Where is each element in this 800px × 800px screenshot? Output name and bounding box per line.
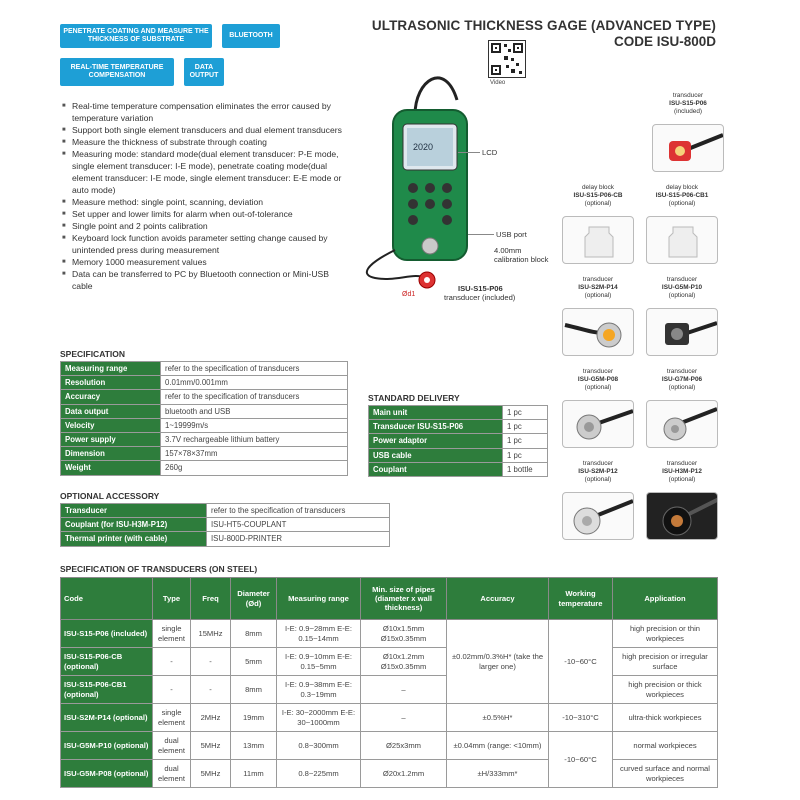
cell-freq: 15MHz <box>191 620 231 648</box>
transducer-card <box>646 368 718 392</box>
cell-code: ISU-G5M-P08 (optional) <box>61 760 153 788</box>
spec-value: refer to the specification of transducers <box>161 390 348 404</box>
cell-application: high precision or thick workpieces <box>613 676 718 704</box>
cell-pipe: – <box>361 676 447 704</box>
card-code: ISU-S2M-P12 <box>578 468 618 475</box>
card-code: ISU-S15-P06-CB1 <box>655 192 709 199</box>
cell-code: ISU-S2M-P14 (optional) <box>61 704 153 732</box>
transducer-photo-s2m-p14 <box>562 308 634 356</box>
accessory-item: Thermal printer (with cable) <box>61 532 207 546</box>
card-note: (optional) <box>584 384 612 391</box>
table-row <box>369 420 548 434</box>
cell-type: - <box>153 648 191 676</box>
column-header: Min. size of pipes (diameter x wall thickness) <box>361 578 447 620</box>
transducer-photo-g7m-p06 <box>646 400 718 448</box>
delivery-item: Transducer ISU-S15-P06 <box>369 420 503 434</box>
feature-item: ■ Memory 1000 measurement values <box>62 256 342 268</box>
column-header: Diameter (Ød) <box>231 578 277 620</box>
column-header: Measuring range <box>277 578 361 620</box>
table-row <box>61 732 718 760</box>
transducer-photo-g5m-p08 <box>562 400 634 448</box>
transducer-spec-table <box>60 577 718 788</box>
qr-video-label: Video <box>490 80 506 86</box>
product-code: CODE ISU-800D <box>613 34 716 49</box>
table-row <box>61 376 348 390</box>
cell-range: I-E: 0.9~10mm E-E: 0.15~5mm <box>277 648 361 676</box>
spec-key: Accuracy <box>61 390 161 404</box>
spec-value: 0.01mm/0.001mm <box>161 376 348 390</box>
table-row <box>61 504 390 518</box>
card-code: ISU-S15-P06 <box>669 100 707 107</box>
feature-item: ■ Keyboard lock function avoids parameter setting change caused by unintended press during measurement <box>62 232 342 256</box>
cell-diameter: 11mm <box>231 760 277 788</box>
cell-temperature: -10~60°C <box>549 620 613 704</box>
cell-range: I-E: 30~2000mm E-E: 30~1000mm <box>277 704 361 732</box>
cell-pipe: Ø10x1.5mm Ø15x0.35mm <box>361 620 447 648</box>
device-screen-value: 2020 <box>413 142 434 152</box>
transducer-card <box>562 460 634 484</box>
cell-application: high precision or thin workpieces <box>613 620 718 648</box>
table-row <box>61 648 718 676</box>
delivery-qty: 1 bottle <box>503 462 548 476</box>
table-row <box>369 462 548 476</box>
table-row <box>61 676 718 704</box>
feature-item: ■ Single point and 2 points calibration <box>62 220 342 232</box>
transducer-card <box>646 276 718 300</box>
card-note: (included) <box>673 108 703 115</box>
delay-block-photo-cb1 <box>646 216 718 264</box>
standard-delivery-table <box>368 405 548 477</box>
cell-code: ISU-S15-P06 (included) <box>61 620 153 648</box>
product-title: ULTRASONIC THICKNESS GAGE (ADVANCED TYPE) <box>371 18 716 33</box>
transducer-card <box>646 184 718 208</box>
card-code: ISU-G5M-P08 <box>577 376 619 383</box>
card-note: (optional) <box>584 476 612 483</box>
badge-bluetooth: BLUETOOTH <box>222 24 280 48</box>
table-row <box>61 390 348 404</box>
cell-range: 0.8~225mm <box>277 760 361 788</box>
cell-freq: 2MHz <box>191 704 231 732</box>
cell-freq: 5MHz <box>191 760 231 788</box>
transducer-card <box>562 184 634 208</box>
feature-list <box>62 100 342 292</box>
cell-pipe: Ø10x1.2mm Ø15x0.35mm <box>361 648 447 676</box>
cell-range: I-E: 0.9~28mm E-E: 0.15~14mm <box>277 620 361 648</box>
accessory-item: Transducer <box>61 504 207 518</box>
cell-temperature: -10~60°C <box>549 732 613 788</box>
delivery-item: Couplant <box>369 462 503 476</box>
table-row <box>61 518 390 532</box>
cell-accuracy: ±0.04mm (range: <10mm) <box>447 732 549 760</box>
cell-pipe: Ø20x1.2mm <box>361 760 447 788</box>
card-label: transducer <box>672 92 704 99</box>
table-row <box>61 362 348 376</box>
delivery-item: USB cable <box>369 448 503 462</box>
accessory-value: refer to the specification of transducers <box>207 504 390 518</box>
card-code: ISU-G5M-P10 <box>661 284 703 291</box>
cell-diameter: 19mm <box>231 704 277 732</box>
cell-pipe: – <box>361 704 447 732</box>
card-label: delay block <box>582 184 614 191</box>
transducer-card <box>562 276 634 300</box>
feature-item: ■ Measure method: single point, scanning, deviation <box>62 196 342 208</box>
cell-code: ISU-S15-P06-CB1 (optional) <box>61 676 153 704</box>
cell-freq: - <box>191 648 231 676</box>
transducer-photo-g5m-p10 <box>646 308 718 356</box>
card-code: ISU-S15-P06-CB <box>573 192 623 199</box>
delivery-qty: 1 pc <box>503 406 548 420</box>
diameter-label: Ød1 <box>402 291 416 298</box>
delivery-qty: 1 pc <box>503 448 548 462</box>
transducer-card <box>652 92 724 116</box>
column-header: Type <box>153 578 191 620</box>
cell-diameter: 5mm <box>231 648 277 676</box>
feature-item: ■ Support both single element transducers and dual element transducers <box>62 124 342 136</box>
accessory-item: Couplant (for ISU-H3M-P12) <box>61 518 207 532</box>
spec-value: 260g <box>161 461 348 475</box>
table-row <box>61 447 348 461</box>
table-row <box>369 434 548 448</box>
card-note: (optional) <box>584 200 612 207</box>
table-row <box>61 404 348 418</box>
table-row <box>61 432 348 446</box>
spec-key: Weight <box>61 461 161 475</box>
card-code: ISU-S2M-P14 <box>578 284 618 291</box>
feature-item: ■ Data can be transferred to PC by Bluetooth connection or Mini-USB cable <box>62 268 342 292</box>
delivery-item: Power adaptor <box>369 434 503 448</box>
cell-type: - <box>153 676 191 704</box>
cell-application: high precision or irregular surface <box>613 648 718 676</box>
thickness-gage-device <box>355 60 555 310</box>
card-code: ISU-G7M-P06 <box>661 376 703 383</box>
lcd-leader-line <box>458 152 480 153</box>
table-row <box>61 532 390 546</box>
spec-key: Measuring range <box>61 362 161 376</box>
transducer-card <box>646 460 718 484</box>
table-row <box>61 461 348 475</box>
optional-accessory-title: OPTIONAL ACCESSORY <box>60 491 160 501</box>
included-transducer-note: transducer (included) <box>444 293 516 302</box>
card-label: transducer <box>582 460 614 467</box>
card-note: (optional) <box>668 476 696 483</box>
cell-application: normal workpieces <box>613 732 718 760</box>
cell-accuracy: ±0.5%H* <box>447 704 549 732</box>
standard-delivery-title: STANDARD DELIVERY <box>368 393 460 403</box>
column-header: Working temperature <box>549 578 613 620</box>
transducer-photo-s15-p06 <box>652 124 724 172</box>
delivery-qty: 1 pc <box>503 434 548 448</box>
column-header: Code <box>61 578 153 620</box>
card-note: (optional) <box>584 292 612 299</box>
card-note: (optional) <box>668 292 696 299</box>
cell-code: ISU-S15-P06-CB (optional) <box>61 648 153 676</box>
badge-data-output: DATA OUTPUT <box>184 58 224 86</box>
specification-title: SPECIFICATION <box>60 349 126 359</box>
feature-item: ■ Measure the thickness of substrate through coating <box>62 136 342 148</box>
delay-block-photo-cb <box>562 216 634 264</box>
feature-item: ■ Measuring mode: standard mode(dual element transducer: P-E mode, single element transducer: I-E mode), penetrate coating mode(dual element transducer: I-E mode, single element transducer: E-E mode or auto mode) <box>62 148 342 196</box>
spec-value: 1~19999m/s <box>161 418 348 432</box>
table-row <box>61 620 718 648</box>
transducer-spec-title: SPECIFICATION OF TRANSDUCERS (ON STEEL) <box>60 564 258 574</box>
spec-key: Velocity <box>61 418 161 432</box>
transducer-photo-s2m-p12 <box>562 492 634 540</box>
feature-item: ■ Real-time temperature compensation eliminates the error caused by temperature variation <box>62 100 342 124</box>
cell-type: dual element <box>153 760 191 788</box>
badge-penetrate-coating: PENETRATE COATING AND MEASURE THE THICKNESS OF SUBSTRATE <box>60 24 212 48</box>
usb-port-label: USB port <box>496 230 527 239</box>
transducer-card <box>562 368 634 392</box>
cell-application: ultra-thick workpieces <box>613 704 718 732</box>
card-code: ISU-H3M-P12 <box>662 468 702 475</box>
feature-item: ■ Set upper and lower limits for alarm when out-of-tolerance <box>62 208 342 220</box>
card-note: (optional) <box>668 384 696 391</box>
cell-range: I-E: 0.9~38mm E-E: 0.3~19mm <box>277 676 361 704</box>
usb-leader-line <box>468 234 494 235</box>
badge-temperature-compensation: REAL-TIME TEMPERATURE COMPENSATION <box>60 58 174 86</box>
spec-key: Dimension <box>61 447 161 461</box>
spec-value: 3.7V rechargeable lithium battery <box>161 432 348 446</box>
calibration-block-label: 4.00mm calibration block <box>494 246 549 264</box>
product-header <box>372 18 716 49</box>
spec-key: Power supply <box>61 432 161 446</box>
card-label: delay block <box>666 184 698 191</box>
cell-freq: - <box>191 676 231 704</box>
optional-accessory-table <box>60 503 390 547</box>
card-note: (optional) <box>668 200 696 207</box>
cell-pipe: Ø25x3mm <box>361 732 447 760</box>
cell-diameter: 8mm <box>231 676 277 704</box>
column-header: Freq <box>191 578 231 620</box>
specification-table <box>60 361 348 476</box>
table-row <box>61 418 348 432</box>
accessory-value: ISU-800D-PRINTER <box>207 532 390 546</box>
card-label: transducer <box>582 276 614 283</box>
column-header: Accuracy <box>447 578 549 620</box>
table-header-row <box>61 578 718 620</box>
table-row <box>369 406 548 420</box>
accessory-value: ISU-HT5-COUPLANT <box>207 518 390 532</box>
transducer-photo-h3m-p12 <box>646 492 718 540</box>
column-header: Application <box>613 578 718 620</box>
cell-freq: 5MHz <box>191 732 231 760</box>
lcd-label: LCD <box>482 148 498 157</box>
cell-accuracy: ±H/333mm* <box>447 760 549 788</box>
cell-type: single element <box>153 620 191 648</box>
cell-accuracy: ±0.02mm/0.3%H* (take the larger one) <box>447 620 549 704</box>
table-row <box>61 704 718 732</box>
cell-diameter: 13mm <box>231 732 277 760</box>
spec-key: Resolution <box>61 376 161 390</box>
card-label: transducer <box>666 368 698 375</box>
spec-key: Data output <box>61 404 161 418</box>
cell-temperature: -10~310°C <box>549 704 613 732</box>
delivery-item: Main unit <box>369 406 503 420</box>
cell-diameter: 8mm <box>231 620 277 648</box>
cell-application: curved surface and normal workpieces <box>613 760 718 788</box>
card-label: transducer <box>582 368 614 375</box>
cell-type: dual element <box>153 732 191 760</box>
spec-value: bluetooth and USB <box>161 404 348 418</box>
card-label: transducer <box>666 460 698 467</box>
table-row <box>369 448 548 462</box>
spec-value: refer to the specification of transducers <box>161 362 348 376</box>
spec-value: 157×78×37mm <box>161 447 348 461</box>
card-label: transducer <box>666 276 698 283</box>
included-transducer-code: ISU-S15-P06 <box>458 284 503 293</box>
delivery-qty: 1 pc <box>503 420 548 434</box>
cell-range: 0.8~300mm <box>277 732 361 760</box>
cell-code: ISU-G5M-P10 (optional) <box>61 732 153 760</box>
table-row <box>61 760 718 788</box>
cell-type: single element <box>153 704 191 732</box>
